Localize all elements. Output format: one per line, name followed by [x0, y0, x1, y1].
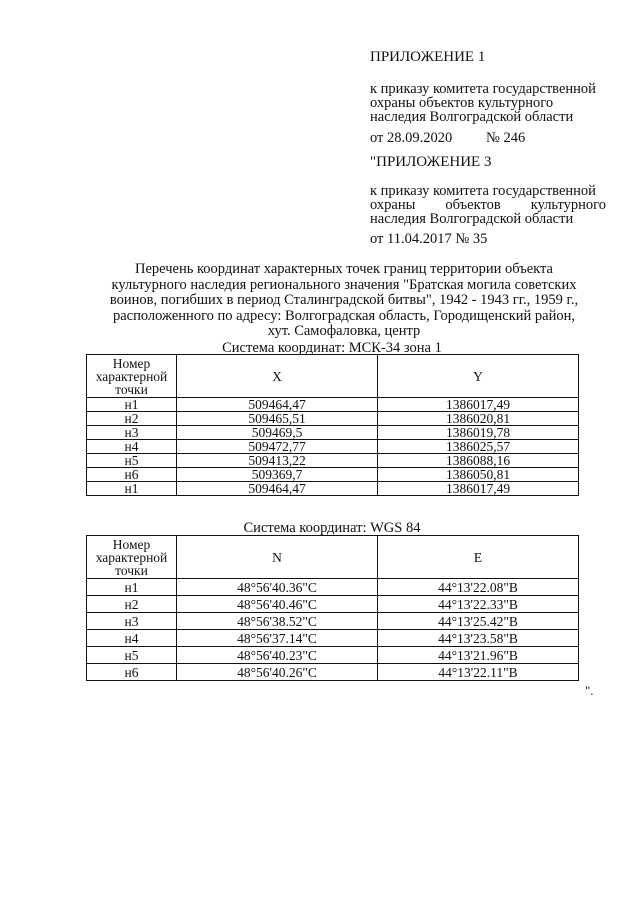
table-row	[87, 596, 579, 613]
column-header-y: Y	[378, 355, 579, 398]
table-row	[87, 412, 579, 426]
appendix-3-line-2: охраны объектов культурного	[370, 197, 606, 213]
appendix-1-subtitle	[370, 82, 606, 124]
table-row	[87, 613, 579, 630]
cell-point: н4	[87, 630, 177, 647]
cell-coord-2: 1386017,49	[378, 482, 579, 496]
column-header-e: E	[378, 536, 579, 579]
cell-coord-1: 509465,51	[177, 412, 378, 426]
cell-coord-1: 509413,22	[177, 454, 378, 468]
table1-caption: Система координат: МСК-34 зона 1	[222, 340, 442, 356]
table-row	[87, 664, 579, 681]
cell-coord-2: 1386088,16	[378, 454, 579, 468]
document-title-line-1: Перечень координат характерных точек границ территории объекта	[135, 261, 553, 277]
appendix-3-line-3: наследия Волгоградской области	[370, 211, 574, 227]
cell-point: н1	[87, 482, 177, 496]
cell-point: н1	[87, 398, 177, 412]
cell-coord-1: 48°56'40.36"С	[177, 579, 378, 596]
column-header-point: Номер характерной точки	[87, 536, 177, 579]
cell-point: н6	[87, 664, 177, 681]
table-row	[87, 426, 579, 440]
appendix-3-line-1: к приказу комитета государственной	[370, 183, 596, 199]
document-title-line-5: хут. Самофаловка, центр	[267, 323, 421, 339]
cell-coord-1: 509472,77	[177, 440, 378, 454]
cell-coord-1: 48°56'40.23"С	[177, 647, 378, 664]
table-header-row	[87, 355, 579, 398]
cell-coord-2: 44°13'22.11"В	[378, 664, 579, 681]
cell-coord-2: 1386050,81	[378, 468, 579, 482]
cell-coord-2: 1386020,81	[378, 412, 579, 426]
appendix-1-line-1: к приказу комитета государственной	[370, 81, 596, 97]
cell-point: н5	[87, 454, 177, 468]
cell-point: н2	[87, 596, 177, 613]
cell-coord-1: 509369,7	[177, 468, 378, 482]
cell-coord-2: 1386017,49	[378, 398, 579, 412]
table-header-row	[87, 536, 579, 579]
cell-coord-2: 44°13'22.08"В	[378, 579, 579, 596]
document-title-line-2: культурного наследия регионального значения "Братская могила советских	[111, 276, 577, 293]
document-title	[96, 262, 592, 340]
cell-coord-2: 44°13'23.58"В	[378, 630, 579, 647]
cell-coord-1: 48°56'40.26"С	[177, 664, 378, 681]
table-row	[87, 630, 579, 647]
coordinates-table-msk	[86, 354, 579, 496]
cell-coord-2: 1386019,78	[378, 426, 579, 440]
appendix-3-subtitle	[370, 184, 606, 226]
cell-point: н5	[87, 647, 177, 664]
table-row	[87, 454, 579, 468]
cell-point: н6	[87, 468, 177, 482]
table-row	[87, 647, 579, 664]
appendix-1-line-2: охраны объектов культурного	[370, 95, 554, 111]
column-header-n: N	[177, 536, 378, 579]
coordinates-table-wgs84	[86, 535, 579, 681]
cell-coord-2: 44°13'22.33"В	[378, 596, 579, 613]
appendix-1-title: ПРИЛОЖЕНИЕ 1	[370, 49, 486, 65]
cell-point: н3	[87, 613, 177, 630]
cell-coord-2: 1386025,57	[378, 440, 579, 454]
table-row	[87, 440, 579, 454]
table-row	[87, 482, 579, 496]
cell-coord-1: 48°56'38.52"С	[177, 613, 378, 630]
column-header-x: X	[177, 355, 378, 398]
cell-point: н4	[87, 440, 177, 454]
appendix-3-date-number: от 11.04.2017 № 35	[370, 231, 488, 247]
cell-coord-1: 509464,47	[177, 482, 378, 496]
cell-coord-1: 509464,47	[177, 398, 378, 412]
appendix-1-line-3: наследия Волгоградской области	[370, 109, 574, 125]
appendix-1-number: № 246	[486, 130, 526, 146]
appendix-1-date: от 28.09.2020	[370, 130, 453, 146]
table-row	[87, 579, 579, 596]
cell-coord-2: 44°13'25.42"В	[378, 613, 579, 630]
cell-point: н1	[87, 579, 177, 596]
cell-coord-1: 509469,5	[177, 426, 378, 440]
document-title-line-3: воинов, погибших в период Сталинградской битвы", 1942 - 1943 гг., 1959 г.,	[109, 292, 579, 308]
document-title-line-4: расположенного по адресу: Волгоградская область, Городищенский район,	[112, 307, 576, 324]
table-row	[87, 398, 579, 412]
column-header-point: Номер характерной точки	[87, 355, 177, 398]
cell-coord-1: 48°56'40.46"С	[177, 596, 378, 613]
cell-point: н2	[87, 412, 177, 426]
cell-coord-1: 48°56'37.14"С	[177, 630, 378, 647]
closing-quote-mark: ".	[585, 683, 594, 698]
cell-coord-2: 44°13'21.96"В	[378, 647, 579, 664]
appendix-3-title: "ПРИЛОЖЕНИЕ 3	[370, 154, 492, 170]
table2-caption: Система координат: WGS 84	[243, 520, 421, 536]
table-row	[87, 468, 579, 482]
cell-point: н3	[87, 426, 177, 440]
